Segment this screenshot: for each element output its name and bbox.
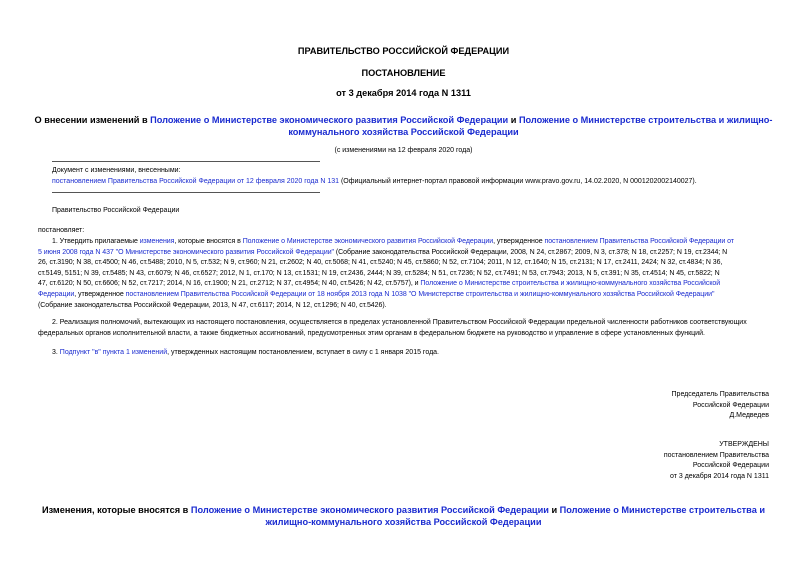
p2-line1: 2. Реализация полномочий, вытекающих из настоящего постановления, осуществляется в пределах установленной Правительством Российской Федерации предельной численности работников соответствующих bbox=[52, 319, 747, 326]
p1-link-construction-regulation-cont[interactable]: Федерации bbox=[38, 290, 75, 298]
p1-line6-mid: , утвержденное bbox=[74, 290, 126, 298]
p1-link-decree-437-cont[interactable]: 5 июня 2008 года N 437 "О Министерстве экономического развития Российской Федерации" bbox=[38, 248, 334, 256]
header-org: ПРАВИТЕЛЬСТВО РОССИЙСКОЙ ФЕДЕРАЦИИ bbox=[297, 46, 510, 56]
resolves-line: постановляет: bbox=[38, 227, 85, 234]
changes-box bbox=[52, 166, 697, 187]
signature-line1: Председатель Правительства bbox=[671, 391, 769, 398]
p1-link-economy-regulation[interactable]: Положение о Министерстве экономического развития Российской Федерации bbox=[242, 238, 494, 245]
p1-line7: (Собрание законодательства Российской Федерации, 2013, N 47, ст.6117; 2014, N 12, ст.1296; N 40, ст.5426). bbox=[38, 301, 387, 309]
bottom-title-link-economy-regulation[interactable]: Положение о Министерстве экономического развития Российской Федерации bbox=[190, 505, 549, 515]
p1-link-decree-1038[interactable]: постановлением Правительства Российской Федерации от 18 ноября 2013 года N 1038 "О Министерстве строительства и жилищно-коммунального хозяйства Российской Федерации" bbox=[125, 290, 715, 298]
p2-line2: федеральных органов исполнительной власти, а также бюджетных ассигнований, предусмотренных этим органам в федеральном бюджете на руководство и управление в сфере установленных функций. bbox=[38, 329, 705, 337]
p1-c: , утвержденное bbox=[493, 238, 545, 245]
p1-line4: ст.5149, 5151; N 39, ст.5485; N 43, ст.6079; N 46, ст.6527; 2012, N 1, ст.170; N 13, ст.1531; N 19, ст.2436, 2444; N 39, ст.5284; N 51, ст.7236; N 52, ст.7491; N 53, ст.7943; 2013, N 5, ст.391; N 35, ст.4514; N 45, ст.5822; N bbox=[38, 269, 720, 277]
changes-rest: (Официальный интернет-портал правовой информации www.pravo.gov.ru, 14.02.2020, N 0001202002140027). bbox=[339, 177, 697, 185]
signature-block bbox=[672, 390, 769, 422]
p3-a: 3. bbox=[52, 349, 60, 356]
signature-line3: Д.Медведев bbox=[729, 412, 769, 420]
bottom-title-and: и bbox=[548, 505, 560, 515]
p1-line2-rest: (Собрание законодательства Российской Федерации, 2008, N 24, ст.2867; 2009, N 3, ст.378; N 18, ст.2257; N 19, ст.2344; N bbox=[334, 248, 728, 256]
title-and: и bbox=[508, 115, 519, 125]
approved-line2: постановлением Правительства bbox=[663, 451, 769, 459]
p1-link-changes[interactable]: изменения bbox=[139, 238, 175, 245]
p1-line5a: 47, ст.6120; N 50, ст.6606; N 52, ст.7217; 2014, N 16, ст.1900; N 21, ст.2712; N 37, ст.4954; N 40, ст.5426; N 42, ст.5757), и bbox=[38, 280, 421, 288]
title-link-construction-regulation-cont[interactable]: коммунального хозяйства Российской Федерации bbox=[288, 127, 519, 137]
bottom-title-link-construction-regulation-cont[interactable]: жилищно-коммунального хозяйства Российской Федерации bbox=[265, 517, 542, 527]
approved-line1: УТВЕРЖДЕНЫ bbox=[719, 441, 769, 448]
paragraph-1 bbox=[38, 237, 773, 311]
title-link-economy-regulation[interactable]: Положение о Министерстве экономического развития Российской Федерации bbox=[150, 115, 509, 125]
amend-note: (с изменениями на 12 февраля 2020 года) bbox=[334, 147, 473, 154]
paragraph-2 bbox=[38, 318, 773, 339]
bottom-title-prefix: Изменения, которые вносятся в bbox=[41, 505, 191, 515]
approved-block bbox=[664, 440, 769, 482]
title-link-construction-regulation[interactable]: Положение о Министерстве строительства и жилищно- bbox=[518, 115, 773, 125]
bottom-title-link-construction-regulation[interactable]: Положение о Министерстве строительства и bbox=[559, 505, 766, 515]
document-title bbox=[0, 114, 807, 138]
p3-link-subitem[interactable]: Подпункт "в" пункта 1 изменений bbox=[59, 349, 168, 356]
approved-line4: от 3 декабря 2014 года N 1311 bbox=[669, 472, 769, 480]
government-line: Правительство Российской Федерации bbox=[52, 207, 180, 214]
approved-line3: Российской Федерации bbox=[692, 462, 769, 470]
p1-b: , которые вносятся в bbox=[174, 238, 243, 245]
changes-line1: Документ с изменениями, внесенными: bbox=[52, 167, 181, 174]
p1-link-construction-regulation[interactable]: Положение о Министерстве строительства и жилищно-коммунального хозяйства Российской bbox=[420, 280, 721, 288]
header-doctype: ПОСТАНОВЛЕНИЕ bbox=[361, 68, 446, 78]
p1-a: 1. Утвердить прилагаемые bbox=[52, 238, 140, 245]
changes-top-rule bbox=[52, 161, 320, 162]
bottom-title bbox=[0, 504, 807, 528]
changes-bottom-rule bbox=[52, 192, 320, 193]
p1-link-decree-437[interactable]: постановлением Правительства Российской Федерации от bbox=[544, 238, 734, 245]
changes-link[interactable]: постановлением Правительства Российской Федерации от 12 февраля 2020 года N 131 bbox=[52, 177, 339, 185]
paragraph-3 bbox=[52, 348, 439, 359]
p3-rest: , утвержденных настоящим постановлением, вступает в силу с 1 января 2015 года. bbox=[167, 349, 439, 356]
title-prefix: О внесении изменений в bbox=[34, 115, 151, 125]
signature-line2: Российской Федерации bbox=[692, 401, 769, 409]
header-date-number: от 3 декабря 2014 года N 1311 bbox=[336, 88, 471, 98]
p1-line3: 26, ст.3190; N 38, ст.4500; N 46, ст.5488; 2010, N 5, ст.532; N 9, ст.960; N 21, ст.2602; N 40, ст.5068; N 41, ст.5240; N 45, ст.5860; N 52, ст.7104; 2011, N 12, ст.1640; N 15, ст.2131; N 17, ст.2411, 2424; N 32, ст.4834; N 36, bbox=[38, 259, 723, 267]
